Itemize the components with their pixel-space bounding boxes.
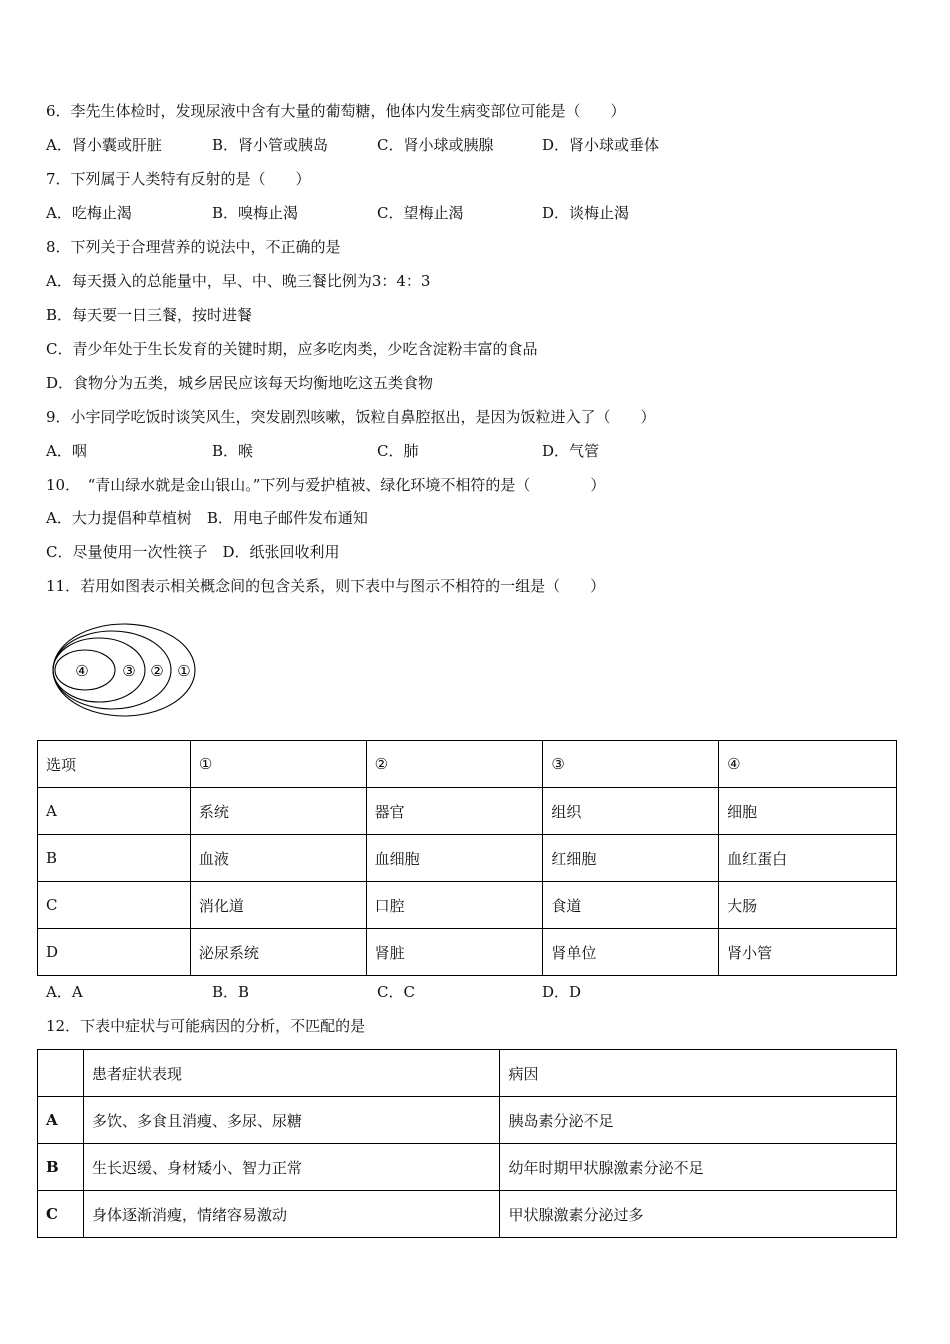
diagram-label-4: ④ [75, 662, 89, 680]
table-cell: 细胞 [719, 788, 897, 835]
table-cell: 血细胞 [366, 835, 543, 882]
table-cell: C [38, 1191, 84, 1238]
table-cell: 大肠 [719, 882, 897, 929]
header-cell [38, 1050, 84, 1097]
q11-options [46, 982, 906, 1002]
header-cell: ④ [719, 741, 897, 788]
q11-option-b: B．B [212, 983, 250, 1001]
table-cell: 生长迟缓、身材矮小、智力正常 [83, 1144, 500, 1191]
table-header-row [38, 741, 897, 788]
table-cell: B [38, 1144, 84, 1191]
table-cell: 胰岛素分泌不足 [500, 1097, 897, 1144]
q7-option-c: C．望梅止渴 [377, 204, 464, 222]
table-cell: 幼年时期甲状腺激素分泌不足 [500, 1144, 897, 1191]
q6-option-c: C．肾小球或胰腺 [377, 136, 494, 154]
table-cell: 肾单位 [543, 929, 719, 976]
table-cell: C [38, 882, 191, 929]
q6-stem: 6．李先生体检时，发现尿液中含有大量的葡萄糖，他体内发生病变部位可能是（ ） [46, 102, 626, 120]
table-cell: 血红蛋白 [719, 835, 897, 882]
q7-stem: 7．下列属于人类特有反射的是（ ） [46, 170, 311, 188]
q11-table [37, 740, 897, 976]
q6-options [46, 135, 906, 155]
q8-option-c: C．青少年处于生长发育的关键时期，应多吃肉类，少吃含淀粉丰富的食品 [46, 340, 538, 358]
table-cell: 食道 [543, 882, 719, 929]
q7-option-b: B．嗅梅止渴 [212, 204, 299, 222]
q11-option-d: D．D [542, 983, 582, 1001]
diagram-label-3: ③ [122, 662, 136, 680]
q7-option-a: A．吃梅止渴 [46, 204, 132, 222]
q7-options [46, 203, 906, 223]
q11-option-c: C．C [377, 983, 415, 1001]
q9-option-c: C．肺 [377, 442, 419, 460]
table-row [38, 882, 897, 929]
table-cell: 红细胞 [543, 835, 719, 882]
header-cell: ③ [543, 741, 719, 788]
table-cell: 身体逐渐消瘦，情绪容易激动 [83, 1191, 500, 1238]
header-cell: 选项 [38, 741, 191, 788]
header-cell: 病因 [500, 1050, 897, 1097]
q12-stem: 12．下表中症状与可能病因的分析，不匹配的是 [46, 1017, 366, 1035]
table-header-row [38, 1050, 897, 1097]
diagram-label-2: ② [150, 662, 164, 680]
q10-options-line1: A．大力提倡种草植树 B．用电子邮件发布通知 [46, 509, 368, 527]
q9-option-d: D．气管 [542, 442, 600, 460]
q9-options [46, 441, 906, 461]
table-cell: 血液 [190, 835, 366, 882]
table-cell: D [38, 929, 191, 976]
table-cell: A [38, 788, 191, 835]
table-cell: A [38, 1097, 84, 1144]
q10-options-line2: C．尽量使用一次性筷子 D．纸张回收利用 [46, 543, 340, 561]
table-row [38, 835, 897, 882]
table-cell: 消化道 [190, 882, 366, 929]
table-cell: 器官 [366, 788, 543, 835]
q9-option-a: A．咽 [46, 442, 87, 460]
q9-option-b: B．喉 [212, 442, 254, 460]
nested-ellipses-diagram [52, 622, 202, 718]
table-row [38, 1191, 897, 1238]
table-cell: 甲状腺激素分泌过多 [500, 1191, 897, 1238]
q9-stem: 9．小宇同学吃饭时谈笑风生，突发剧烈咳嗽，饭粒自鼻腔抠出，是因为饭粒进入了（ ） [46, 408, 656, 426]
q6-option-d: D．肾小球或垂体 [542, 136, 660, 154]
q6-option-b: B．肾小管或胰岛 [212, 136, 329, 154]
q6-option-a: A．肾小囊或肝脏 [46, 136, 162, 154]
q8-option-a: A．每天摄入的总能量中，早、中、晚三餐比例为3：4：3 [46, 272, 431, 290]
diagram-label-1: ① [177, 662, 191, 680]
table-row [38, 1144, 897, 1191]
table-cell: 多饮、多食且消瘦、多尿、尿糖 [83, 1097, 500, 1144]
table-row [38, 788, 897, 835]
q12-table [37, 1049, 897, 1238]
q8-option-b: B．每天要一日三餐，按时进餐 [46, 306, 253, 324]
table-cell: 组织 [543, 788, 719, 835]
table-cell: 肾脏 [366, 929, 543, 976]
table-cell: 泌尿系统 [190, 929, 366, 976]
table-row [38, 1097, 897, 1144]
header-cell: 患者症状表现 [83, 1050, 500, 1097]
q11-option-a: A．A [46, 983, 83, 1001]
table-cell: B [38, 835, 191, 882]
q8-option-d: D．食物分为五类，城乡居民应该每天均衡地吃这五类食物 [46, 374, 434, 392]
header-cell: ① [190, 741, 366, 788]
table-cell: 系统 [190, 788, 366, 835]
table-row [38, 929, 897, 976]
q11-stem: 11．若用如图表示相关概念间的包含关系，则下表中与图示不相符的一组是（ ） [46, 577, 606, 595]
q7-option-d: D．谈梅止渴 [542, 204, 630, 222]
q8-stem: 8．下列关于合理营养的说法中，不正确的是 [46, 238, 341, 256]
table-cell: 肾小管 [719, 929, 897, 976]
table-cell: 口腔 [366, 882, 543, 929]
header-cell: ② [366, 741, 543, 788]
q10-stem: 10． “青山绿水就是金山银山。”下列与爱护植被、绿化环境不相符的是（ ） [46, 476, 606, 494]
